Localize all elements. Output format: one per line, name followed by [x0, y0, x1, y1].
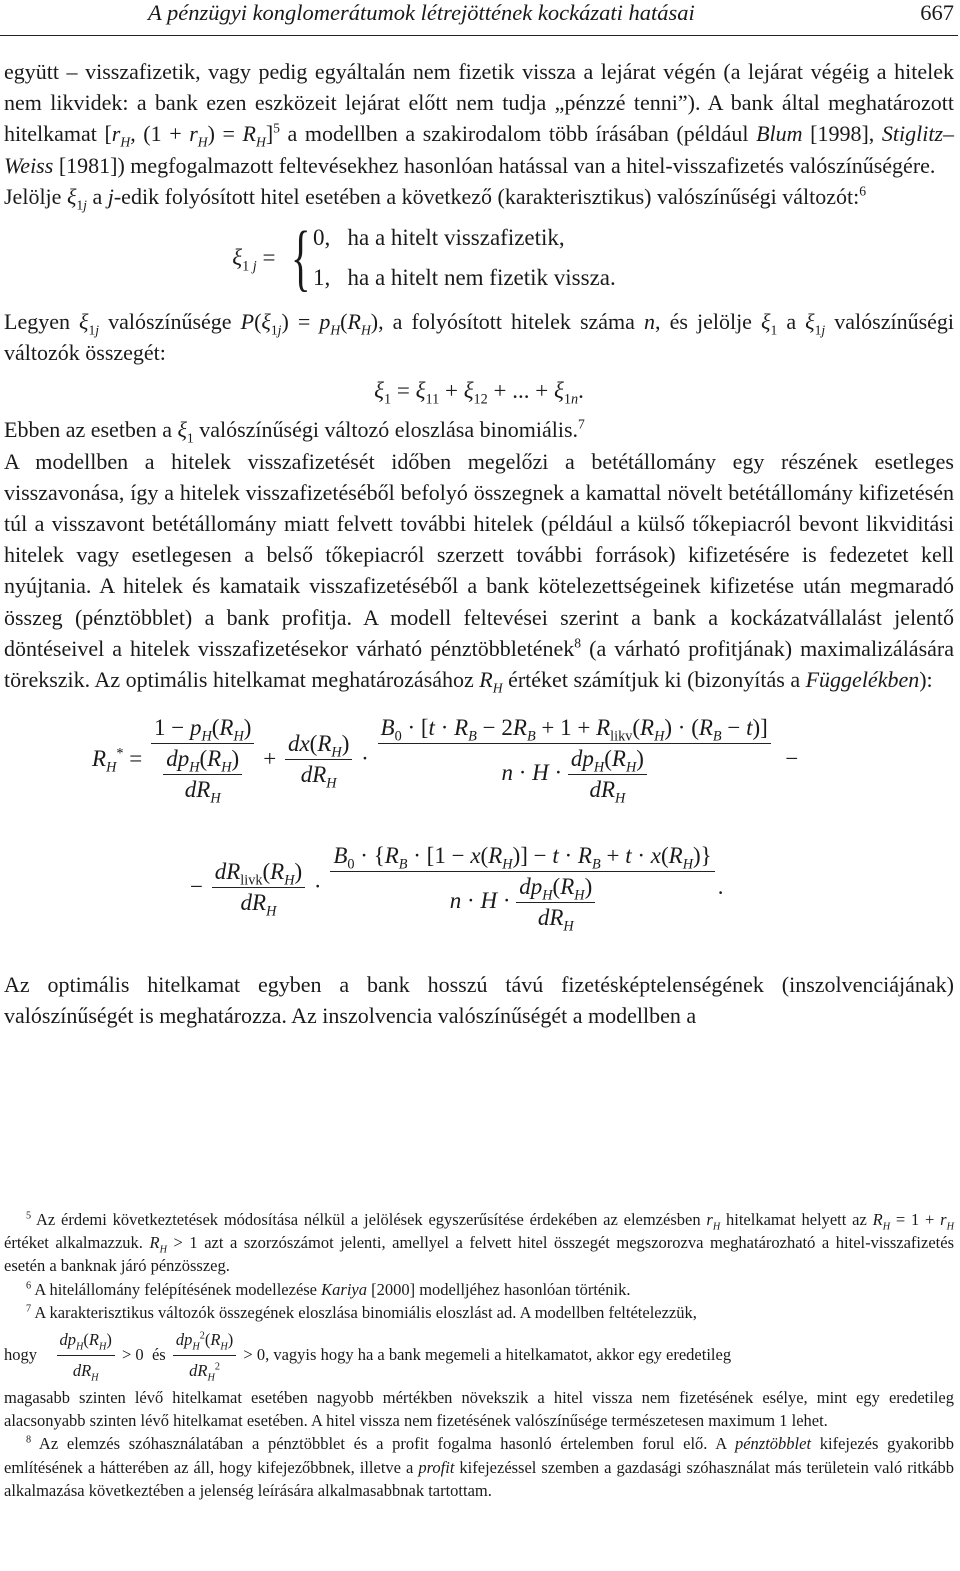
footnote-7: $^7$ A karakterisztikus változók összegének eloszlása binomiális eloszlást ad. A modellben feltételezzük, [26, 1302, 697, 1322]
footnote-8: $^8$ Az elemzés szóhasználatában a pénztöbblet és a profit fogalma hasonló értelemben forul elő. A pénztöbblet kifejezés gyakoribb említésének a hátterében az áll, hogy kifejezőbbnek, illetve a profit kifejezéssel szemben a gazdasági szóhasználat más területein való ritkább alkalmazása következtében a jelenség leírására alkalmasabbnak tartottam. [4, 1434, 954, 1500]
footnote-6: $^6$ A hitelállomány felépítésének modellezése Kariya [2000] modelljéhez hasonlóan történik. [26, 1279, 631, 1299]
running-title: A pénzügyi konglomerátumok létrejöttének kockázati hatásai [148, 0, 695, 25]
paragraph-2: Jelölje $\xi_{1j}$ a j-edik folyósított hitel esetében a következő (karakterisztikus) valószínűségi változót:$^6$ [4, 183, 866, 213]
running-header [0, 0, 960, 36]
footnote-7-cont: magasabb szinten lévő hitelkamat esetében nagyobb mértékben növekszik a hitel vissza nem fizetésének esélye, mint egy eredetileg alacsonyabb szinten lévő hitelkamat esetében. A hitel vissza nem fizetésének valószínűsége természetesen maximum 1 lehet. [4, 1388, 954, 1431]
footnote-7-inequality: hogy $\frac{dp_H(R_H)}{dR_H}$ > 0 és $\frac{dp_H^2(R_H)}{dR_H^2}$ > 0 , vagyis hogy ha a bank megemeli a hitelkamatot, akkor egy eredetileg [4, 1324, 954, 1386]
paragraph-1: együtt – visszafizetik, vagy pedig egyáltalán nem fizetik vissza a lejárat végén (a lejárat végéig a hitelek nem likvidek: a bank ezen eszközeit lejárat előtt nem tudja „pénzzé tenni”). A bank által meghatározott hitelkamat [$r_H$, $(1 + r_H) = R_H]^5$ a modellben a szakirodalom több írásában (például Blum [1998], Stiglitz–Weiss [1981]) megfogalmazott feltevésekhez hasonlóan hatással van a hitel-visszafizetés valószínűségére. [4, 59, 955, 178]
footnotes [4, 1208, 954, 1502]
page-number: 667 [920, 0, 954, 25]
footnote-5: $^5$ Az érdemi következtetések módosítása nélkül a jelölések egyszerűsítése érdekében az elemzésben $r_H$ hitelkamat helyett az $R_H = 1 + r_H$ értéket alkalmazzuk. $R_H > 1$ azt a szorzószámot jelenti, amellyel a felvett hitel összegét megszorozva meghatározható a hitel-visszafizetés esetén a banknak járó pénzösszeg. [4, 1210, 954, 1276]
equation-sum: $\xi_1 = \xi_{11} + \xi_{12}$ + ... + $\xi_{1n}$. [374, 378, 584, 409]
header-rule [0, 35, 958, 36]
body-text [4, 56, 954, 1032]
paragraph-5: A modellben a hitelek visszafizetését időben megelőzi a betétállomány egy részének esetleges visszavonása, így a hitelek visszafizetéséből befolyó összegnek a kamattal növelt betétállomány kifizetésén túl a visszavont betétállomány miatt felvett további hitelek (például a külső tőkepiacról bevont likviditási hitelek vagy esetlegesen a belső tőkepiacról szerzett további források) kifizetésére is fedezetet kell nyújtania. A hitelek és kamataik visszafizetéséből a bank kötelezettségeinek kifizetése után megmaradó összeg (pénztöbblet) a bank profitja. A modell feltevései szerint a bank a kockázatvállalást jelentő döntéseivel a hitelek visszafizetésekor várható pénztöbbletének$^8$ (a várható profitjának) maximalizálására törekszik. Az optimális hitelkamat meghatározásához $R_H$ értéket számítjuk ki (bizonyítás a Függelékben): [4, 448, 954, 696]
equation-optimal-rate: $R_H^*$ = $\frac{1 - p_H(R_H)}{\frac{dp_H(R_H)}{dR_H}}$ + $\frac{dx(R_H)}{dR_H}$ · $B_0 \cdot [t \cdot R_B - 2R_B + 1 + R_{likv}(R_H) \cdot (R_B - t)]$ n · H · $\frac{dp_H(R_H)}{dR_H}$ − − $\frac{dR_{livk}(R_H)}{dR_H}$ · $B_0 \cdot \{R_B \cdot [1 - x(R_H)] - t \cdot R_B + t \cdot x(R_H)\}$ n · H · $\frac{dp_H(R_H)}{dR_H}$ . [92, 715, 799, 935]
paragraph-6: Az optimális hitelkamat egyben a bank hosszú távú fizetésképtelenségének (inszolvenciájának) valószínűségét is meghatározza. Az inszolvencia valószínűségét a modellben a [4, 972, 954, 1029]
case-row-0: 0, ha a hitelt visszafizetik, [313, 225, 565, 251]
case-row-1: 1, ha a hitelt nem fizetik vissza. [313, 265, 616, 291]
paragraph-3: Legyen $\xi_{1j}$ valószínűsége $P(\xi_{1j}) = p_H(R_H)$, a folyósított hitelek száma n, és jelölje $\xi_1$ a $\xi_{1j}$ valószínűségi változók összegét: [4, 309, 955, 366]
equation-cases: $\xi_{1 j}$ = { 0, ha a hitelt visszafizetik, 1, ha a hitelt nem fizetik vissza. [232, 217, 616, 300]
paragraph-4: Ebben az esetben a $\xi_1$ valószínűségi változó eloszlása binomiális.$^7$ [4, 417, 585, 446]
